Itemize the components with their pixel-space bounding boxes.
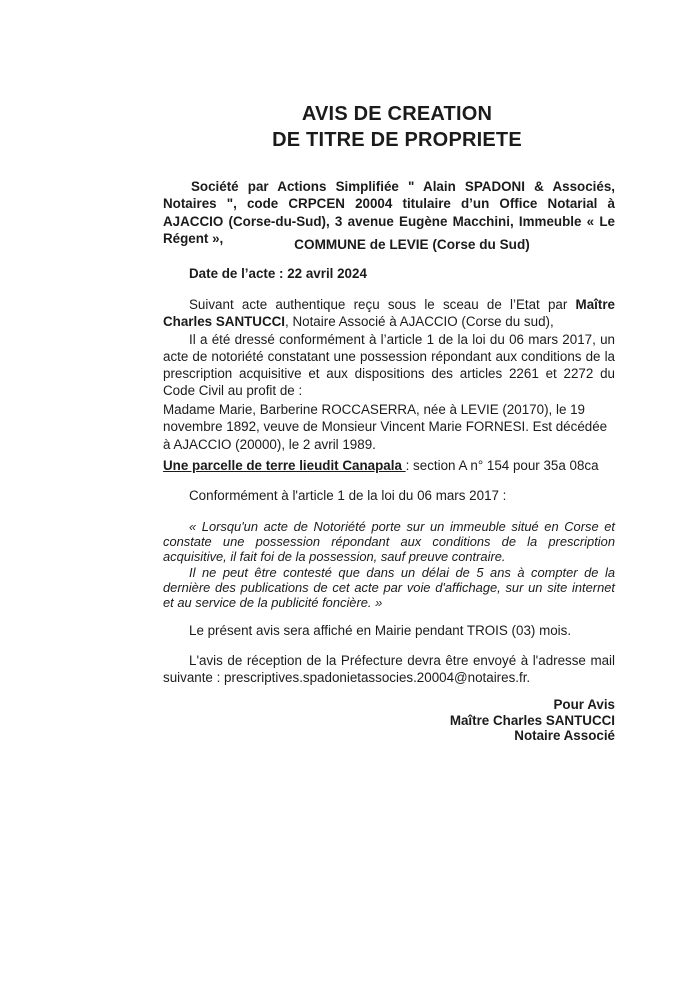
conformement-line: Conformément à l'article 1 de la loi du 06 mars 2017 : [189,488,507,503]
notary-name: Maître Charles SANTUCCI [163,297,615,330]
signature-notary-name: Maître Charles SANTUCCI [449,712,615,728]
commune-heading: COMMUNE de LEVIE (Corse du Sud) [294,237,530,252]
law-quote-paragraph-1: « Lorsqu'un acte de Notoriété porte sur un immeuble situé en Corse et constate une possession répondant aux conditions de la prescription acquisitive, il fait foi de la possession, sauf preuve contraire. [163,519,615,565]
law-quote-block [163,519,615,610]
notary-office-paragraph: Société par Actions Simplifiée " Alain SPADONI & Associés, Notaires ", code CRPCEN 20004 titulaire d’un Office Notarial à AJACCIO (Corse-du-Sud), 3 avenue Eugène Macchini, Immeuble « Le Régent », [163,179,615,246]
law-quote-paragraph-2: Il ne peut être contesté que dans un délai de 5 ans à compter de la dernière des publications de cet acte par voie d'affichage, sur un site internet et au service de la publicité foncière. » [163,564,615,611]
beneficiary-paragraph: Madame Marie, Barberine ROCCASERRA, née à LEVIE (20170), le 19 novembre 1892, veuve de Monsieur Vincent Marie FORNESI. Est décédée à AJACCIO (20000), le 2 avril 1989. [163,402,608,452]
document-title [163,101,615,153]
acte-intro-prefix: Suivant acte authentique reçu sous le sceau de l’Etat par [189,297,576,312]
document-title-line2: DE TITRE DE PROPRIETE [272,129,522,151]
parcel-line [163,457,615,474]
signature-notary-role: Notaire Associé [514,728,615,744]
acte-intro-section [163,296,615,400]
parcel-label: Une parcelle de terre lieudit Canapala [163,458,406,473]
acte-dresse-paragraph: Il a été dressé conformément à l’article 1 de la loi du 06 mars 2017, un acte de notoriété constatant une possession répondant aux conditions de la prescription acquisitive et aux dispositions des articles 2261 et 2272 du Code Civil au profit de : [163,331,615,399]
reception-paragraph: L'avis de réception de la Préfecture devra être envoyé à l'adresse mail suivante : prescriptives.spadonietassocies.20004@notaires.fr. [163,653,615,686]
parcel-value: : section A n° 154 pour 35a 08ca [405,458,599,473]
affichage-line: Le présent avis sera affiché en Mairie pendant TROIS (03) mois. [189,623,572,638]
signature-block [163,697,615,744]
document-content [163,0,615,989]
acte-date-line: Date de l’acte : 22 avril 2024 [189,266,367,281]
acte-intro-suffix: , Notaire Associé à AJACCIO (Corse du sud), [285,314,554,330]
signature-pour-avis: Pour Avis [553,697,615,712]
document-title-line1: AVIS DE CREATION [301,103,493,125]
acte-intro-paragraph [163,296,615,331]
